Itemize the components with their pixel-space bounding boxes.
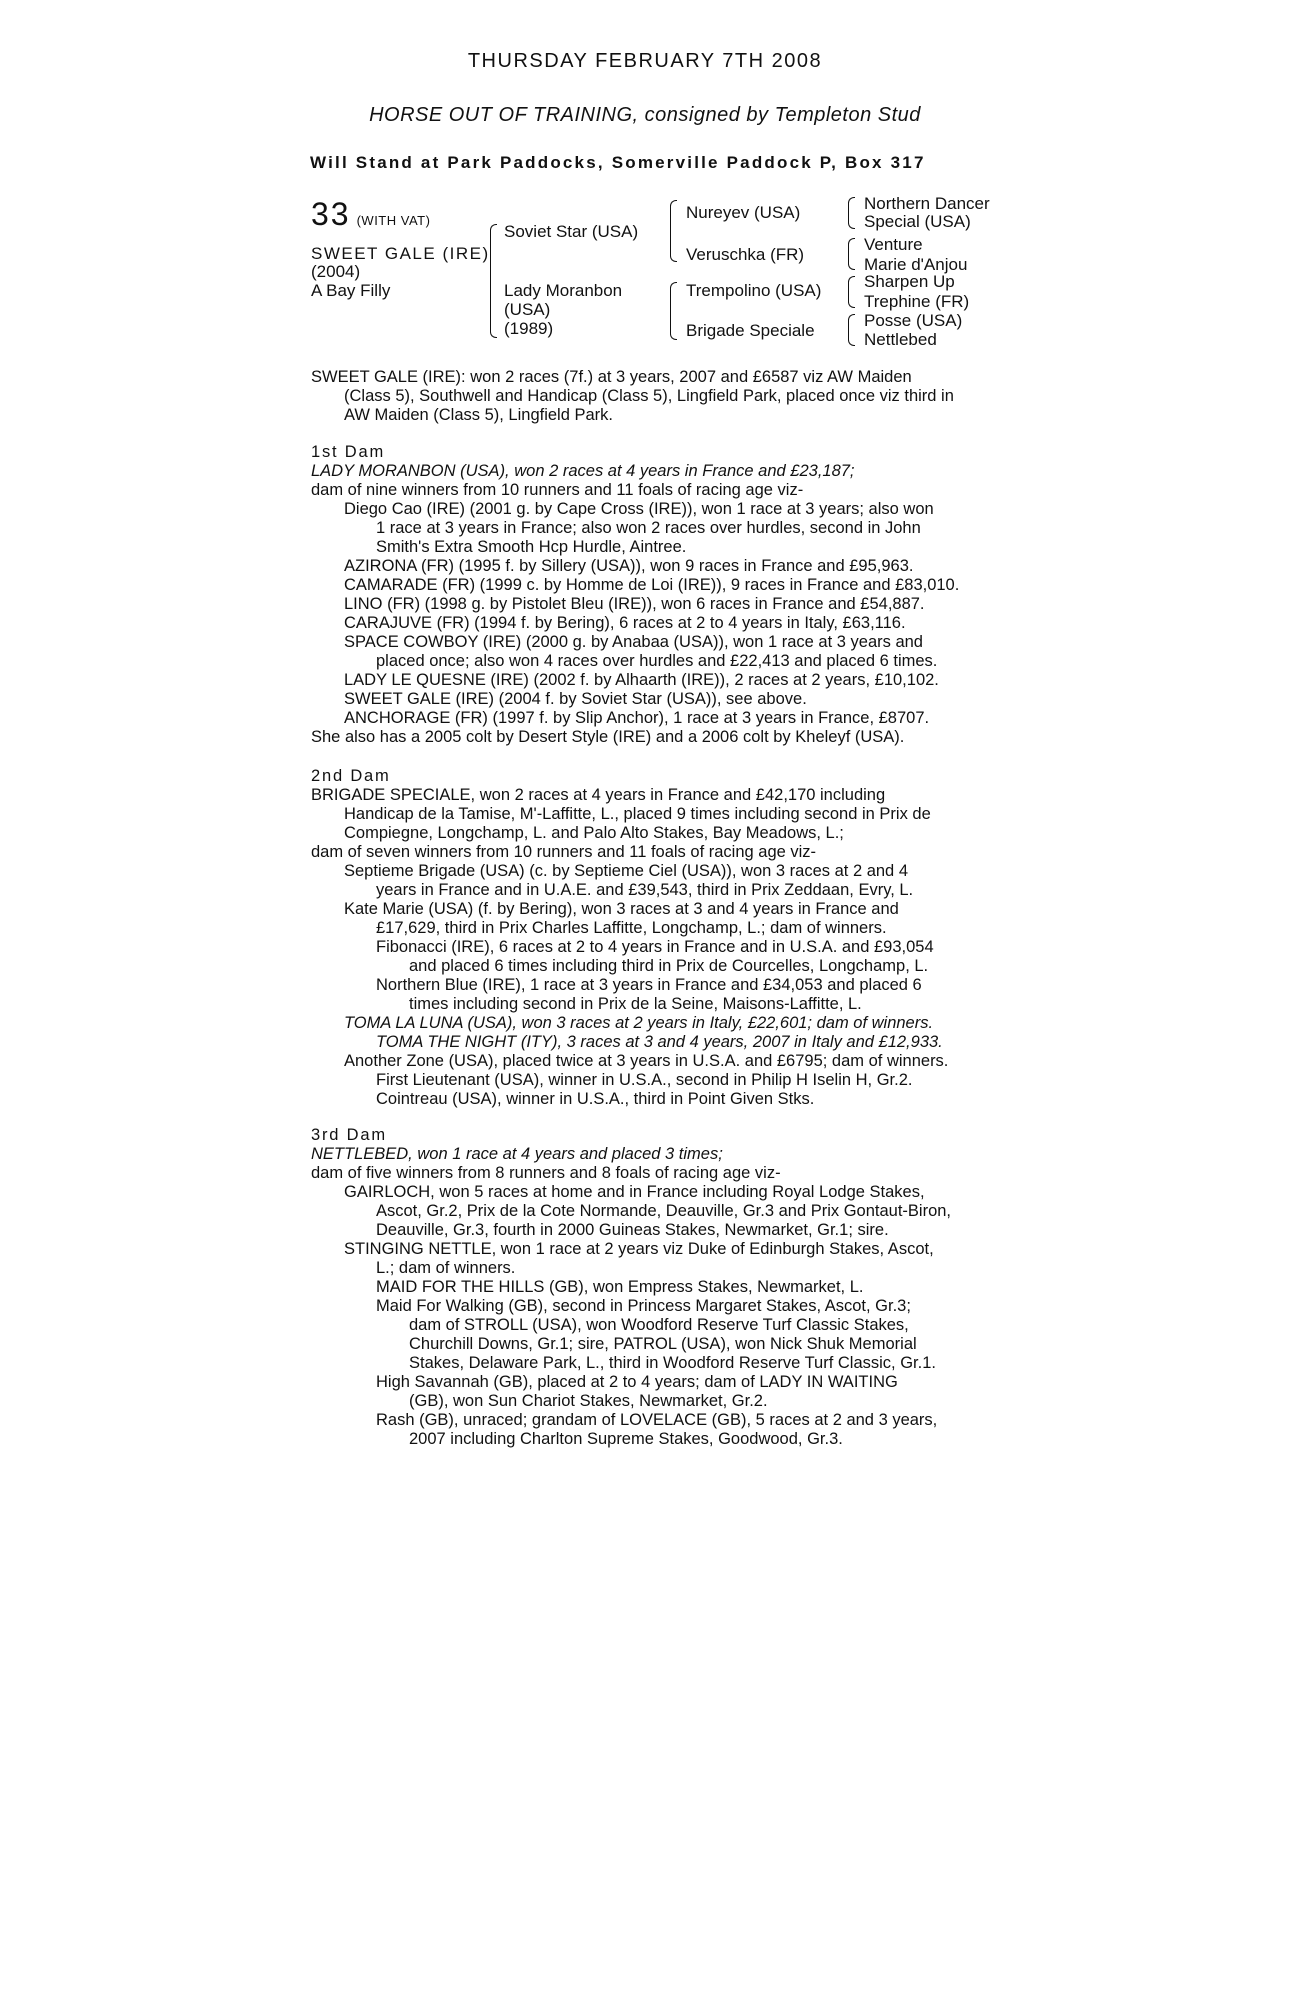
produce-entry: SWEET GALE (IRE) (2004 f. by Soviet Star (USA)), see above. [344,690,807,708]
pedigree-brace-gen1 [490,224,497,338]
dam-entry: dam of seven winners from 10 runners and 11 foals of racing age viz- [311,843,817,861]
dam-entry: NETTLEBED, won 1 race at 4 years and placed 3 times; [311,1145,723,1163]
produce-entry: MAID FOR THE HILLS (GB), won Empress Stakes, Newmarket, L. [376,1278,864,1296]
section-heading: 1st Dam [311,443,386,461]
produce-entry: STINGING NETTLE, won 1 race at 2 years viz Duke of Edinburgh Stakes, Ascot, [344,1240,934,1258]
produce-entry: TOMA THE NIGHT (ITY), 3 races at 3 and 4 years, 2007 in Italy and £12,933. [376,1033,943,1051]
stand-location: Will Stand at Park Paddocks, Somerville Paddock P, Box 317 [310,153,926,172]
dam-entry: LADY MORANBON (USA), won 2 races at 4 years in France and £23,187; [311,462,855,480]
produce-entry: times including second in Prix de la Seine, Maisons-Laffitte, L. [409,995,862,1013]
produce-entry: Another Zone (USA), placed twice at 3 years in U.S.A. and £6795; dam of winners. [344,1052,949,1070]
lot-number: 33 [311,196,351,232]
produce-entry: 1 race at 3 years in France; also won 2 races over hurdles, second in John [376,519,921,537]
produce-entry: £17,629, third in Prix Charles Laffitte, Longchamp, L.; dam of winners. [376,919,887,937]
produce-entry: Rash (GB), unraced; grandam of LOVELACE (GB), 5 races at 2 and 3 years, [376,1411,938,1429]
produce-entry: and placed 6 times including third in Prix de Courcelles, Longchamp, L. [409,957,929,975]
pedigree-sire-dam: Veruschka (FR) [686,245,805,264]
produce-entry: placed once; also won 4 races over hurdles and £22,413 and placed 6 times. [376,652,938,670]
produce-entry: Diego Cao (IRE) (2001 g. by Cape Cross (IRE)), won 1 race at 3 years; also won [344,500,934,518]
first-dam-section [311,443,981,747]
produce-entry: Northern Blue (IRE), 1 race at 3 years in France and £34,053 and placed 6 [376,976,922,994]
summary-line: AW Maiden (Class 5), Lingfield Park. [344,406,613,424]
third-dam-section [311,1126,981,1449]
pedigree-sd-sire: Venture [864,235,923,254]
produce-entry: Cointreau (USA), winner in U.S.A., third in Point Given Stks. [376,1090,815,1108]
produce-entry: years in France and in U.A.E. and £39,543, third in Prix Zeddaan, Evry, L. [376,881,914,899]
pedigree-dam-line1: Lady Moranbon [504,281,623,300]
section-heading: 3rd Dam [311,1126,387,1144]
section-heading: 2nd Dam [311,767,391,785]
pedigree-brace-3d [848,314,855,346]
produce-entry: SPACE COWBOY (IRE) (2000 g. by Anabaa (USA)), won 1 race at 3 years and [344,633,923,651]
summary-line: (Class 5), Southwell and Handicap (Class 5), Lingfield Park, placed once viz third in [344,387,954,405]
dam-entry: BRIGADE SPECIALE, won 2 races at 4 years in France and £42,170 including [311,786,886,804]
pedigree-brace-3b [848,238,855,270]
horse-description: A Bay Filly [311,281,391,300]
pedigree-dam-line3: (1989) [504,319,554,338]
sale-date: THURSDAY FEBRUARY 7TH 2008 [467,50,823,72]
dam-entry: dam of five winners from 8 runners and 8 foals of racing age viz- [311,1164,781,1182]
dam-entry: Handicap de la Tamise, M'-Laffitte, L., placed 9 times including second in Prix de [344,805,931,823]
pedigree-brace-dam [670,282,677,340]
produce-entry: CAMARADE (FR) (1999 c. by Homme de Loi (IRE)), 9 races in France and £83,010. [344,576,960,594]
pedigree-dam-sire: Trempolino (USA) [686,281,822,300]
produce-entry: L.; dam of winners. [376,1259,516,1277]
pedigree-dam-line2: (USA) [504,300,551,319]
summary-line: SWEET GALE (IRE): won 2 races (7f.) at 3 years, 2007 and £6587 viz AW Maiden [311,368,912,386]
horse-year: (2004) [311,262,361,281]
produce-entry: AZIRONA (FR) (1995 f. by Sillery (USA)), won 9 races in France and £95,963. [344,557,914,575]
pedigree-brace-3a [848,197,855,229]
pedigree-dd-dam: Nettlebed [864,330,937,349]
produce-entry: LINO (FR) (1998 g. by Pistolet Bleu (IRE)), won 6 races in France and £54,887. [344,595,925,613]
dam-entry: dam of nine winners from 10 runners and 11 foals of racing age viz- [311,481,804,499]
produce-entry: Maid For Walking (GB), second in Princess Margaret Stakes, Ascot, Gr.3; [376,1297,911,1315]
pedigree-sd-dam: Marie d'Anjou [864,255,968,274]
dam-entry: Compiegne, Longchamp, L. and Palo Alto Stakes, Bay Meadows, L.; [344,824,844,842]
produce-entry: CARAJUVE (FR) (1994 f. by Bering), 6 races at 2 to 4 years in Italy, £63,116. [344,614,906,632]
pedigree-dd-sire: Posse (USA) [864,311,963,330]
produce-entry: TOMA LA LUNA (USA), won 3 races at 2 years in Italy, £22,601; dam of winners. [344,1014,934,1032]
produce-note: She also has a 2005 colt by Desert Style (IRE) and a 2006 colt by Kheleyf (USA). [311,728,905,746]
produce-entry: ANCHORAGE (FR) (1997 f. by Slip Anchor), 1 race at 3 years in France, £8707. [344,709,930,727]
produce-entry: First Lieutenant (USA), winner in U.S.A., second in Philip H Iselin H, Gr.2. [376,1071,913,1089]
race-summary [311,368,981,425]
pedigree-ss-sire: Northern Dancer [864,194,990,213]
pedigree-brace-3c [848,276,855,308]
produce-entry: Fibonacci (IRE), 6 races at 2 to 4 years in France and in U.S.A. and £93,054 [376,938,934,956]
produce-entry: Ascot, Gr.2, Prix de la Cote Normande, Deauville, Gr.3 and Prix Gontaut-Biron, [376,1202,952,1220]
horse-name: SWEET GALE (IRE) [311,244,490,263]
pedigree-sire: Soviet Star (USA) [504,222,639,241]
pedigree-ss-dam: Special (USA) [864,212,971,231]
pedigree-dam-dam: Brigade Speciale [686,321,815,340]
second-dam-section [311,767,981,1109]
pedigree-brace-sire [670,200,677,262]
produce-entry: LADY LE QUESNE (IRE) (2002 f. by Alhaarth (IRE)), 2 races at 2 years, £10,102. [344,671,939,689]
produce-entry: Kate Marie (USA) (f. by Bering), won 3 races at 3 and 4 years in France and [344,900,899,918]
produce-entry: High Savannah (GB), placed at 2 to 4 years; dam of LADY IN WAITING [376,1373,898,1391]
produce-entry: Churchill Downs, Gr.1; sire, PATROL (USA), won Nick Shuk Memorial [409,1335,917,1353]
produce-entry: Deauville, Gr.3, fourth in 2000 Guineas Stakes, Newmarket, Gr.1; sire. [376,1221,889,1239]
produce-entry: GAIRLOCH, won 5 races at home and in France including Royal Lodge Stakes, [344,1183,925,1201]
produce-entry: 2007 including Charlton Supreme Stakes, Goodwood, Gr.3. [409,1430,843,1448]
consignment-title: HORSE OUT OF TRAINING, consigned by Templeton Stud [369,104,921,126]
lot-vat: (WITH VAT) [356,213,431,228]
produce-entry: Septieme Brigade (USA) (c. by Septieme Ciel (USA)), won 3 races at 2 and 4 [344,862,908,880]
produce-entry: Stakes, Delaware Park, L., third in Woodford Reserve Turf Classic, Gr.1. [409,1354,936,1372]
produce-entry: Smith's Extra Smooth Hcp Hurdle, Aintree. [376,538,687,556]
pedigree-ds-sire: Sharpen Up [864,272,955,291]
produce-entry: (GB), won Sun Chariot Stakes, Newmarket, Gr.2. [409,1392,768,1410]
lot-heading [311,196,430,233]
pedigree-sire-sire: Nureyev (USA) [686,203,801,222]
produce-entry: dam of STROLL (USA), won Woodford Reserve Turf Classic Stakes, [409,1316,909,1334]
pedigree-ds-dam: Trephine (FR) [864,292,970,311]
